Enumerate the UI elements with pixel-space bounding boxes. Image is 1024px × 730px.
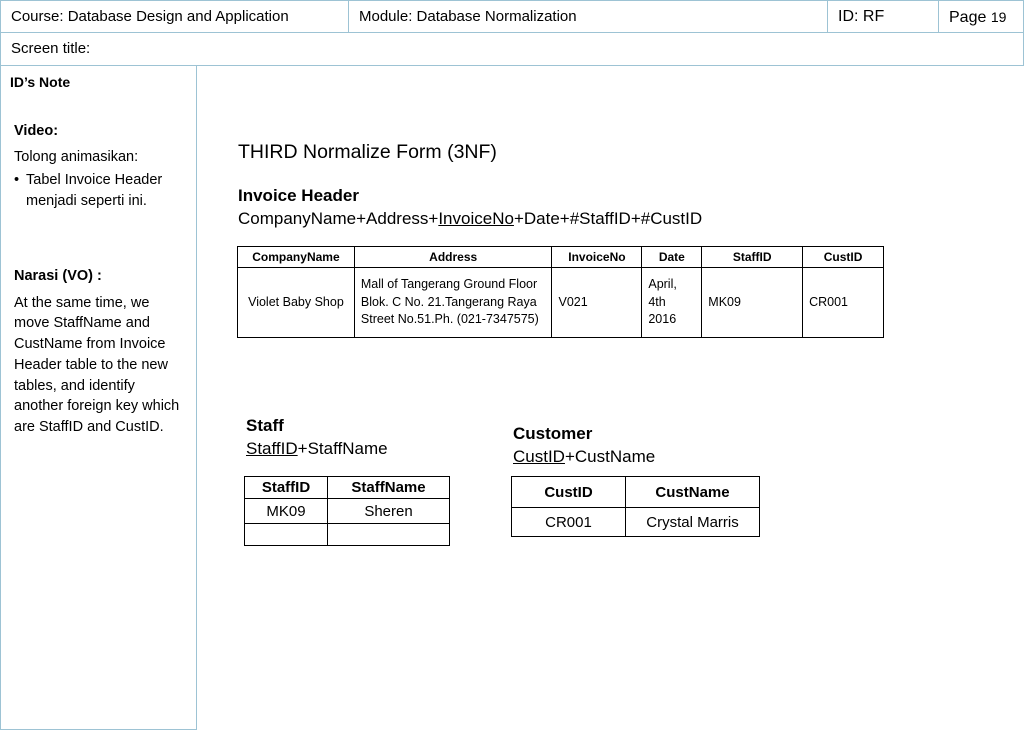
staff-formula bbox=[246, 439, 388, 459]
page-title: THIRD Normalize Form (3NF) bbox=[238, 141, 497, 163]
column-header: Date bbox=[642, 247, 702, 268]
page-number: 19 bbox=[990, 9, 1007, 25]
video-section bbox=[14, 121, 192, 212]
table-cell bbox=[245, 524, 328, 546]
page-indicator bbox=[939, 0, 1024, 33]
table-cell: Crystal Marris bbox=[626, 508, 760, 537]
customer-table bbox=[511, 476, 760, 537]
column-header: CustID bbox=[512, 477, 626, 508]
table-cell: MK09 bbox=[702, 268, 803, 338]
page-label: Page bbox=[949, 9, 991, 26]
narration-text: At the same time, we move StaffName and CustName from Invoice Header table to the new tables, and identify another foreign key which are StaffID and CustID. bbox=[14, 294, 180, 435]
table-cell: V021 bbox=[552, 268, 642, 338]
invoice-header-title: Invoice Header bbox=[238, 186, 359, 205]
customer-title: Customer bbox=[513, 424, 593, 443]
course-label: Course: Database Design and Application bbox=[0, 0, 349, 33]
video-intro: Tolong animasikan: bbox=[14, 148, 139, 165]
column-header: StaffName bbox=[328, 477, 450, 499]
table-cell: Violet Baby Shop bbox=[238, 268, 355, 338]
primary-key: InvoiceNo bbox=[438, 209, 514, 228]
formula-suffix: +StaffName bbox=[297, 439, 388, 458]
narration-section bbox=[14, 266, 192, 438]
table-cell: Sheren bbox=[328, 499, 450, 524]
formula-prefix: CompanyName+Address+ bbox=[238, 209, 439, 228]
primary-key: StaffID bbox=[246, 439, 298, 458]
narration-label: Narasi (VO) : bbox=[14, 268, 102, 284]
module-label: Module: Database Normalization bbox=[349, 0, 828, 33]
video-label: Video: bbox=[14, 123, 59, 139]
table-cell bbox=[328, 524, 450, 546]
staff-table bbox=[244, 476, 450, 546]
table-cell: CR001 bbox=[803, 268, 884, 338]
column-header: StaffID bbox=[702, 247, 803, 268]
invoice-header-table bbox=[237, 246, 884, 338]
table-cell: MK09 bbox=[245, 499, 328, 524]
column-header: CustName bbox=[626, 477, 760, 508]
id-label: ID: RF bbox=[828, 0, 939, 33]
formula-suffix: +Date+#StaffID+#CustID bbox=[513, 209, 703, 228]
table-row bbox=[245, 499, 450, 524]
customer-formula bbox=[513, 447, 655, 467]
staff-title: Staff bbox=[246, 416, 284, 435]
screen-title: Screen title: bbox=[0, 33, 1024, 66]
column-header: InvoiceNo bbox=[552, 247, 642, 268]
table-cell: Mall of Tangerang Ground Floor Blok. C No. 21.Tangerang Raya Street No.51.Ph. (021-7347575) bbox=[354, 268, 552, 338]
table-header-row bbox=[245, 477, 450, 499]
table-row bbox=[238, 268, 884, 338]
column-header: StaffID bbox=[245, 477, 328, 499]
table-row bbox=[512, 508, 760, 537]
formula-suffix: +CustName bbox=[564, 447, 656, 466]
column-header: CustID bbox=[803, 247, 884, 268]
video-bullet-text: Tabel Invoice Header menjadi seperti ini. bbox=[26, 172, 163, 210]
table-header-row bbox=[512, 477, 760, 508]
id-note-heading: ID’s Note bbox=[10, 74, 71, 90]
table-row-empty bbox=[245, 524, 450, 546]
video-bullet-item bbox=[14, 170, 192, 211]
table-cell: April, 4th 2016 bbox=[642, 268, 702, 338]
column-header: CompanyName bbox=[238, 247, 355, 268]
table-cell: CR001 bbox=[512, 508, 626, 537]
bullet-icon: • bbox=[14, 172, 20, 189]
primary-key: CustID bbox=[513, 447, 565, 466]
invoice-header-formula bbox=[238, 209, 702, 229]
table-header-row bbox=[238, 247, 884, 268]
column-header: Address bbox=[354, 247, 552, 268]
